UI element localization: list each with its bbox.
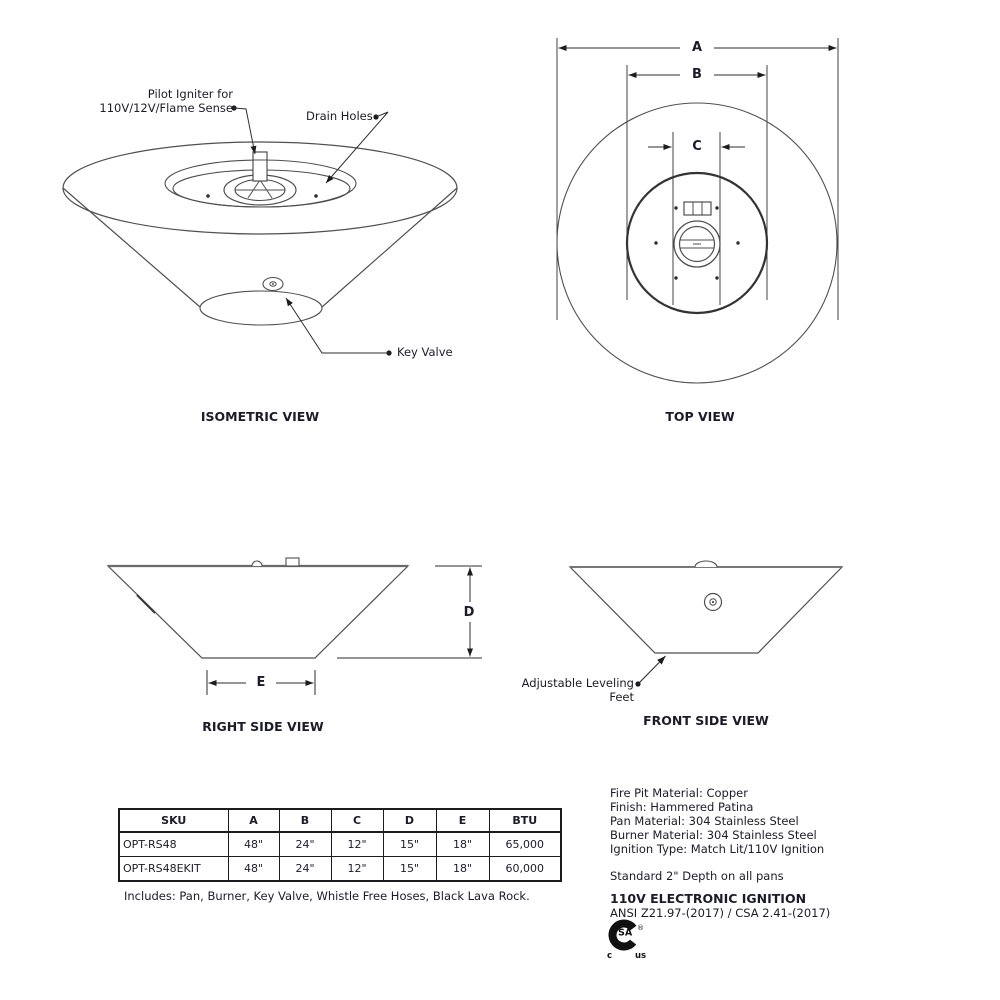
- col-header-a: A: [228, 809, 279, 832]
- csa-us-text: us: [635, 951, 647, 961]
- cell-e: 18": [436, 857, 489, 882]
- cell-sku: OPT-RS48EKIT: [119, 857, 228, 882]
- includes-note: Includes: Pan, Burner, Key Valve, Whistle Free Hoses, Black Lava Rock.: [124, 889, 530, 903]
- drain-hole-dot: [715, 276, 718, 279]
- dim-label-d: D: [460, 605, 478, 620]
- cell-a: 48": [228, 857, 279, 882]
- spec-line-pan: Pan Material: 304 Stainless Steel: [610, 814, 799, 828]
- gas-inlet-nut: [684, 202, 711, 215]
- front-side-view-title: FRONT SIDE VIEW: [643, 713, 769, 728]
- drain-hole-dot: [715, 206, 718, 209]
- cell-e: 18": [436, 832, 489, 857]
- drain-hole-dot: [206, 194, 210, 198]
- spec-table: [118, 808, 562, 882]
- col-header-sku: SKU: [119, 809, 228, 832]
- cone-right-edge: [322, 188, 457, 307]
- drain-hole-dot: [674, 276, 677, 279]
- csa-sa-text: SA: [618, 927, 633, 939]
- cell-c: 12": [331, 832, 383, 857]
- spec-line-material: Fire Pit Material: Copper: [610, 786, 748, 800]
- col-header-e: E: [436, 809, 489, 832]
- pilot-igniter-label-line1: Pilot Igniter for: [147, 87, 233, 101]
- csa-c-text: c: [607, 951, 613, 961]
- col-header-c: C: [331, 809, 383, 832]
- hub-spoke: [248, 180, 260, 198]
- right-side-view-title: RIGHT SIDE VIEW: [202, 719, 324, 734]
- col-header-btu: BTU: [489, 809, 561, 832]
- dim-label-c: C: [688, 139, 706, 154]
- cell-d: 15": [383, 832, 436, 857]
- nut-bump: [286, 558, 299, 566]
- spec-line-ignition: Ignition Type: Match Lit/110V Ignition: [610, 842, 825, 856]
- csa-certification-logo: [606, 918, 660, 962]
- hub-spoke: [260, 180, 272, 198]
- cell-sku: OPT-RS48: [119, 832, 228, 857]
- table-row: [119, 832, 561, 857]
- slope-accent: [137, 595, 155, 613]
- dim-label-e: E: [252, 675, 270, 690]
- leader-line-pilot: [234, 108, 255, 154]
- cell-btu: 60,000: [489, 857, 561, 882]
- depth-note: Standard 2" Depth on all pans: [610, 869, 784, 883]
- bowl-profile: [570, 567, 842, 653]
- electronic-ignition-heading: 110V ELECTRONIC IGNITION: [610, 891, 807, 906]
- drain-hole-dot: [736, 241, 739, 244]
- csa-registered-mark: ®: [637, 924, 644, 932]
- specs-block: [610, 786, 830, 920]
- pilot-igniter: [253, 152, 267, 181]
- cell-btu: 65,000: [489, 832, 561, 857]
- cone-base: [200, 291, 322, 325]
- drain-hole-dot: [654, 241, 657, 244]
- cone-left-edge: [63, 188, 200, 307]
- col-header-b: B: [279, 809, 331, 832]
- cell-b: 24": [279, 857, 331, 882]
- cell-b: 24": [279, 832, 331, 857]
- drain-holes-label: Drain Holes: [306, 109, 373, 123]
- spec-line-finish: Finish: Hammered Patina: [610, 800, 754, 814]
- spec-line-burner: Burner Material: 304 Stainless Steel: [610, 828, 817, 842]
- top-view-title: TOP VIEW: [665, 409, 735, 424]
- pilot-bump: [252, 561, 262, 566]
- right-side-view-drawing: [80, 550, 500, 710]
- cell-a: 48": [228, 832, 279, 857]
- pilot-bump: [695, 561, 717, 567]
- cell-c: 12": [331, 857, 383, 882]
- col-header-d: D: [383, 809, 436, 832]
- key-valve-label: Key Valve: [397, 345, 453, 359]
- leader-line-keyvalve: [286, 298, 389, 353]
- leader-line-leveling: [638, 656, 666, 684]
- key-valve-dot: [712, 601, 714, 603]
- drain-hole-dot: [674, 206, 677, 209]
- pilot-igniter-label-line2: 110V/12V/Flame Sense: [99, 100, 233, 115]
- dim-label-a: A: [688, 40, 706, 55]
- pilot-igniter-label: [95, 88, 233, 115]
- key-valve-dot: [272, 283, 274, 285]
- dim-label-b: B: [688, 67, 706, 82]
- isometric-view-title: ISOMETRIC VIEW: [200, 409, 320, 424]
- cell-d: 15": [383, 857, 436, 882]
- spec-table-header-row: [119, 809, 561, 832]
- standards-line: ANSI Z21.97-(2017) / CSA 2.41-(2017): [610, 906, 831, 920]
- drain-hole-dot: [314, 194, 318, 198]
- leveling-feet-label: Adjustable Leveling Feet: [521, 676, 634, 704]
- table-row: [119, 857, 561, 882]
